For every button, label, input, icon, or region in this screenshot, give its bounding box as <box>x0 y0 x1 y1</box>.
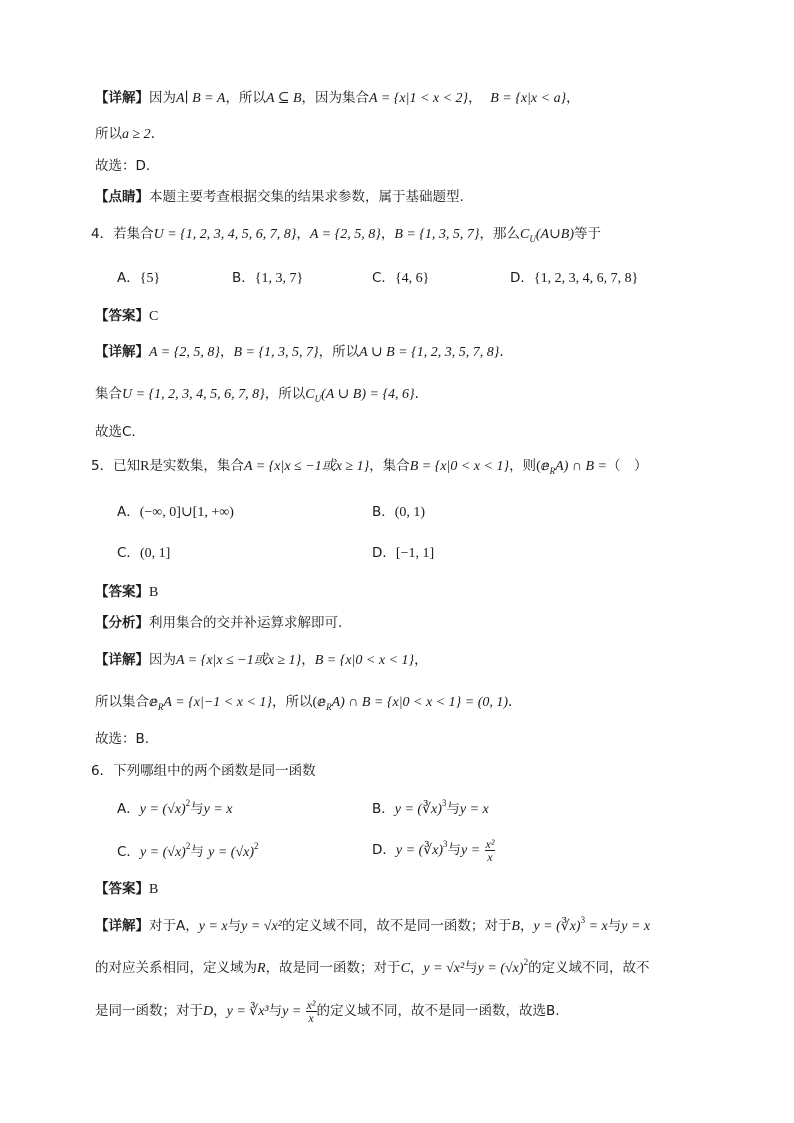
math: y = (√x) <box>208 845 255 860</box>
q6-detail-line-3 <box>95 999 560 1024</box>
math: A = {x|−1 < x < 1} <box>163 695 272 710</box>
option-label: B． <box>372 801 395 817</box>
q6-detail-line-2 <box>95 958 650 979</box>
text: 因为 <box>149 652 176 668</box>
text: . <box>499 344 504 360</box>
q6-detail-line-1 <box>95 916 650 937</box>
text: ，集合 <box>369 458 410 474</box>
detail-tag: 【详解】 <box>95 344 149 360</box>
q6-answer-line <box>95 879 158 900</box>
q4-option-c <box>372 268 429 289</box>
text: 的定义域不同，故不是同一函数；对于 <box>281 918 512 934</box>
text: 因为 <box>149 90 176 106</box>
math: D <box>203 1004 214 1019</box>
option-value: {4, 6} <box>394 271 430 286</box>
q5-option-a <box>117 502 234 523</box>
answer-value: C <box>149 309 159 324</box>
option-label: C． <box>372 270 395 286</box>
complement-symbol: $C_U$ <box>305 387 322 404</box>
math: B = {1, 3, 5, 7} <box>394 227 480 242</box>
math: A ∪ B = {1, 2, 3, 5, 7, 8} <box>359 345 500 360</box>
math: B <box>511 919 520 934</box>
answer-tag: 【答案】 <box>95 881 149 897</box>
fraction <box>306 999 317 1024</box>
text: 所以 <box>95 126 122 142</box>
q5-stem <box>91 456 647 477</box>
q3-conclusion-line <box>95 124 155 145</box>
numerator: x² <box>306 998 316 1012</box>
math: ⅇ <box>149 695 158 710</box>
text: ，则 <box>509 458 537 474</box>
text: 本题主要考查根据交集的结果求参数，属于基础题型. <box>149 189 464 205</box>
option-label: A． <box>117 504 140 520</box>
q5-answer-line <box>95 582 158 603</box>
q4-detail-line-2 <box>95 384 419 405</box>
option-value: [−1, 1] <box>395 546 435 561</box>
denominator: x <box>308 1011 314 1025</box>
text: ， <box>296 226 310 242</box>
text: ， <box>519 918 534 934</box>
text: 与 <box>227 918 242 934</box>
math: (ⅇ <box>312 695 327 710</box>
q5-detail-line-2 <box>95 692 512 713</box>
q6-option-c <box>117 842 259 863</box>
q3-comment-line <box>95 187 464 207</box>
q5-choice: 故选：B. <box>95 731 150 747</box>
math: (ⅇ <box>536 459 550 474</box>
answer-tag: 【答案】 <box>95 584 149 600</box>
text: ， <box>409 960 424 976</box>
math: = x <box>585 919 608 934</box>
math: y = (√x) <box>139 845 186 860</box>
fraction <box>485 838 496 863</box>
option-value: (0, 1) <box>394 505 426 520</box>
option-label: B． <box>372 504 395 520</box>
q6-option-b <box>372 799 489 820</box>
math: B = {x|0 < x < 1} <box>314 653 415 668</box>
option-label: A． <box>117 270 140 286</box>
text: . <box>508 694 513 710</box>
math: A = {2, 5, 8} <box>149 345 220 360</box>
text: ， <box>219 344 234 360</box>
option-value: {1, 2, 3, 4, 6, 7, 8} <box>533 271 639 286</box>
text: 的定义域不同，故不是同一函数，故选B. <box>316 1003 560 1019</box>
math: y = √x² <box>241 919 282 934</box>
comment-tag: 【点睛】 <box>95 189 149 205</box>
q4-option-a <box>117 268 160 289</box>
math: y = (∛x) <box>395 843 444 858</box>
q4-answer-line <box>95 306 158 327</box>
complement-symbol: $C_U$ <box>520 227 536 244</box>
text: ， <box>380 226 395 242</box>
q4-option-d <box>510 268 638 289</box>
text: ，所以 <box>271 694 313 710</box>
exponent: 3 <box>441 798 447 808</box>
text: 集合 <box>95 386 122 402</box>
q3-choice: 故选：D. <box>95 158 151 174</box>
math: A = {x|x ≤ −1或x ≥ 1} <box>243 459 370 474</box>
exponent: 3 <box>580 915 586 925</box>
detail-tag: 【详解】 <box>95 90 149 106</box>
math: y = x <box>203 802 233 817</box>
math: (A∪B) <box>535 227 575 242</box>
math: B = {x|0 < x < 1} <box>409 459 510 474</box>
answer-value: B <box>149 882 159 897</box>
q5-option-c <box>117 543 170 564</box>
text: ， <box>468 90 482 106</box>
answer-tag: 【答案】 <box>95 308 149 324</box>
math: A = {x|x ≤ −1或x ≥ 1} <box>176 653 302 668</box>
option-value: (0, 1] <box>139 546 171 561</box>
math: R <box>140 459 150 474</box>
text: ，所以 <box>225 90 266 106</box>
numerator: x² <box>485 837 495 851</box>
math: A = {2, 5, 8} <box>309 227 381 242</box>
option-label: C． <box>117 844 140 860</box>
answer-blank: （ ） <box>606 458 648 474</box>
math: y = (√x) <box>139 802 186 817</box>
math: A ⊆ B <box>265 91 302 106</box>
text: ，那么 <box>479 226 521 242</box>
detail-tag: 【详解】 <box>95 918 149 934</box>
q4-detail-line-1 <box>95 342 504 363</box>
math: U = {1, 2, 3, 4, 5, 6, 7, 8} <box>153 227 297 242</box>
math: A) ∩ B = <box>555 459 607 474</box>
text: ，所以 <box>264 386 306 402</box>
text: . <box>414 386 419 402</box>
text: 利用集合的交并补运算求解即可. <box>149 615 343 631</box>
math: y = √x² <box>423 961 465 976</box>
math: a ≥ 2 <box>122 127 151 142</box>
math: y = x <box>198 919 228 934</box>
option-value: {5} <box>139 271 161 286</box>
math: B = {x|x < a} <box>490 91 567 106</box>
option-value: {1, 3, 7} <box>254 271 304 286</box>
text: 与 <box>464 960 478 976</box>
exponent: 2 <box>523 957 529 967</box>
subscript-r: R <box>326 702 332 712</box>
option-label: D． <box>372 545 396 561</box>
analysis-tag: 【分析】 <box>95 615 149 631</box>
text: 所以集合 <box>95 694 149 710</box>
text: ， <box>566 90 580 106</box>
q6-stem: 6．下列哪组中的两个函数是同一函数 <box>91 763 316 779</box>
answer-value: B <box>149 585 159 600</box>
math: y = (√x) <box>477 961 524 976</box>
text: ， <box>414 652 428 668</box>
q4-option-b <box>232 268 303 289</box>
option-label: D． <box>372 842 396 858</box>
text: 对于A， <box>149 918 199 934</box>
math: y = ∛x³ <box>226 1004 269 1019</box>
denominator: x <box>487 850 493 864</box>
option-label: C． <box>117 545 140 561</box>
math: A) ∩ B = {x|0 < x < 1} = (0, 1) <box>331 695 509 710</box>
math: U = {1, 2, 3, 4, 5, 6, 7, 8} <box>122 387 265 402</box>
q4-stem <box>91 224 601 245</box>
q6-option-d <box>372 838 495 863</box>
text: 5．已知 <box>91 458 141 474</box>
q5-option-d <box>372 543 434 564</box>
text: 与 <box>447 842 462 858</box>
math: (A ∪ B) = {4, 6} <box>321 387 415 402</box>
text: ，因为集合 <box>301 90 370 106</box>
math: A = {x|1 < x < 2} <box>369 91 469 106</box>
exponent: 3 <box>443 839 448 849</box>
option-label: D． <box>510 270 534 286</box>
exponent: 2 <box>254 841 259 851</box>
math: y = <box>461 843 481 858</box>
text: . <box>150 126 155 142</box>
text: ， <box>301 652 315 668</box>
text: 与 <box>268 1003 283 1019</box>
text: 是同一函数；对于 <box>95 1003 203 1019</box>
subscript-r: R <box>549 466 556 476</box>
math: y = (∛x) <box>533 919 581 934</box>
text: 是实数集，集合 <box>149 458 244 474</box>
text: ，所以 <box>318 344 360 360</box>
q5-analysis-line <box>95 613 342 633</box>
math: y = x <box>459 802 489 817</box>
q6-option-a <box>117 799 233 820</box>
math: C <box>400 961 410 976</box>
text: 与 <box>190 801 204 817</box>
text: 与 <box>190 844 204 860</box>
text: 等于 <box>574 226 602 242</box>
exponent: 2 <box>185 798 191 808</box>
text: 与 <box>607 918 622 934</box>
q3-detail-line <box>95 88 580 109</box>
detail-tag: 【详解】 <box>95 652 149 668</box>
math: y = x <box>621 919 651 934</box>
text: ， <box>213 1003 227 1019</box>
text: 的对应关系相同，定义域为 <box>95 960 257 976</box>
text: ，故是同一函数；对于 <box>265 960 401 976</box>
q4-choice: 故选C. <box>95 424 136 440</box>
q5-detail-line-1 <box>95 650 428 671</box>
text: 的定义域不同，故不 <box>528 960 650 976</box>
option-label: B． <box>232 270 255 286</box>
math: R <box>257 961 266 976</box>
math: A∣ B = A <box>176 91 226 106</box>
q5-option-b <box>372 502 425 523</box>
math: y = <box>282 1004 302 1019</box>
option-label: A． <box>117 801 140 817</box>
text: 与 <box>446 801 460 817</box>
exponent: 2 <box>185 841 191 851</box>
subscript-r: R <box>157 702 164 712</box>
math: y = (∛x) <box>394 802 442 817</box>
option-value: (−∞, 0]∪[1, +∞) <box>139 505 234 520</box>
math: B = {1, 3, 5, 7} <box>233 345 319 360</box>
text: 4．若集合 <box>91 226 154 242</box>
